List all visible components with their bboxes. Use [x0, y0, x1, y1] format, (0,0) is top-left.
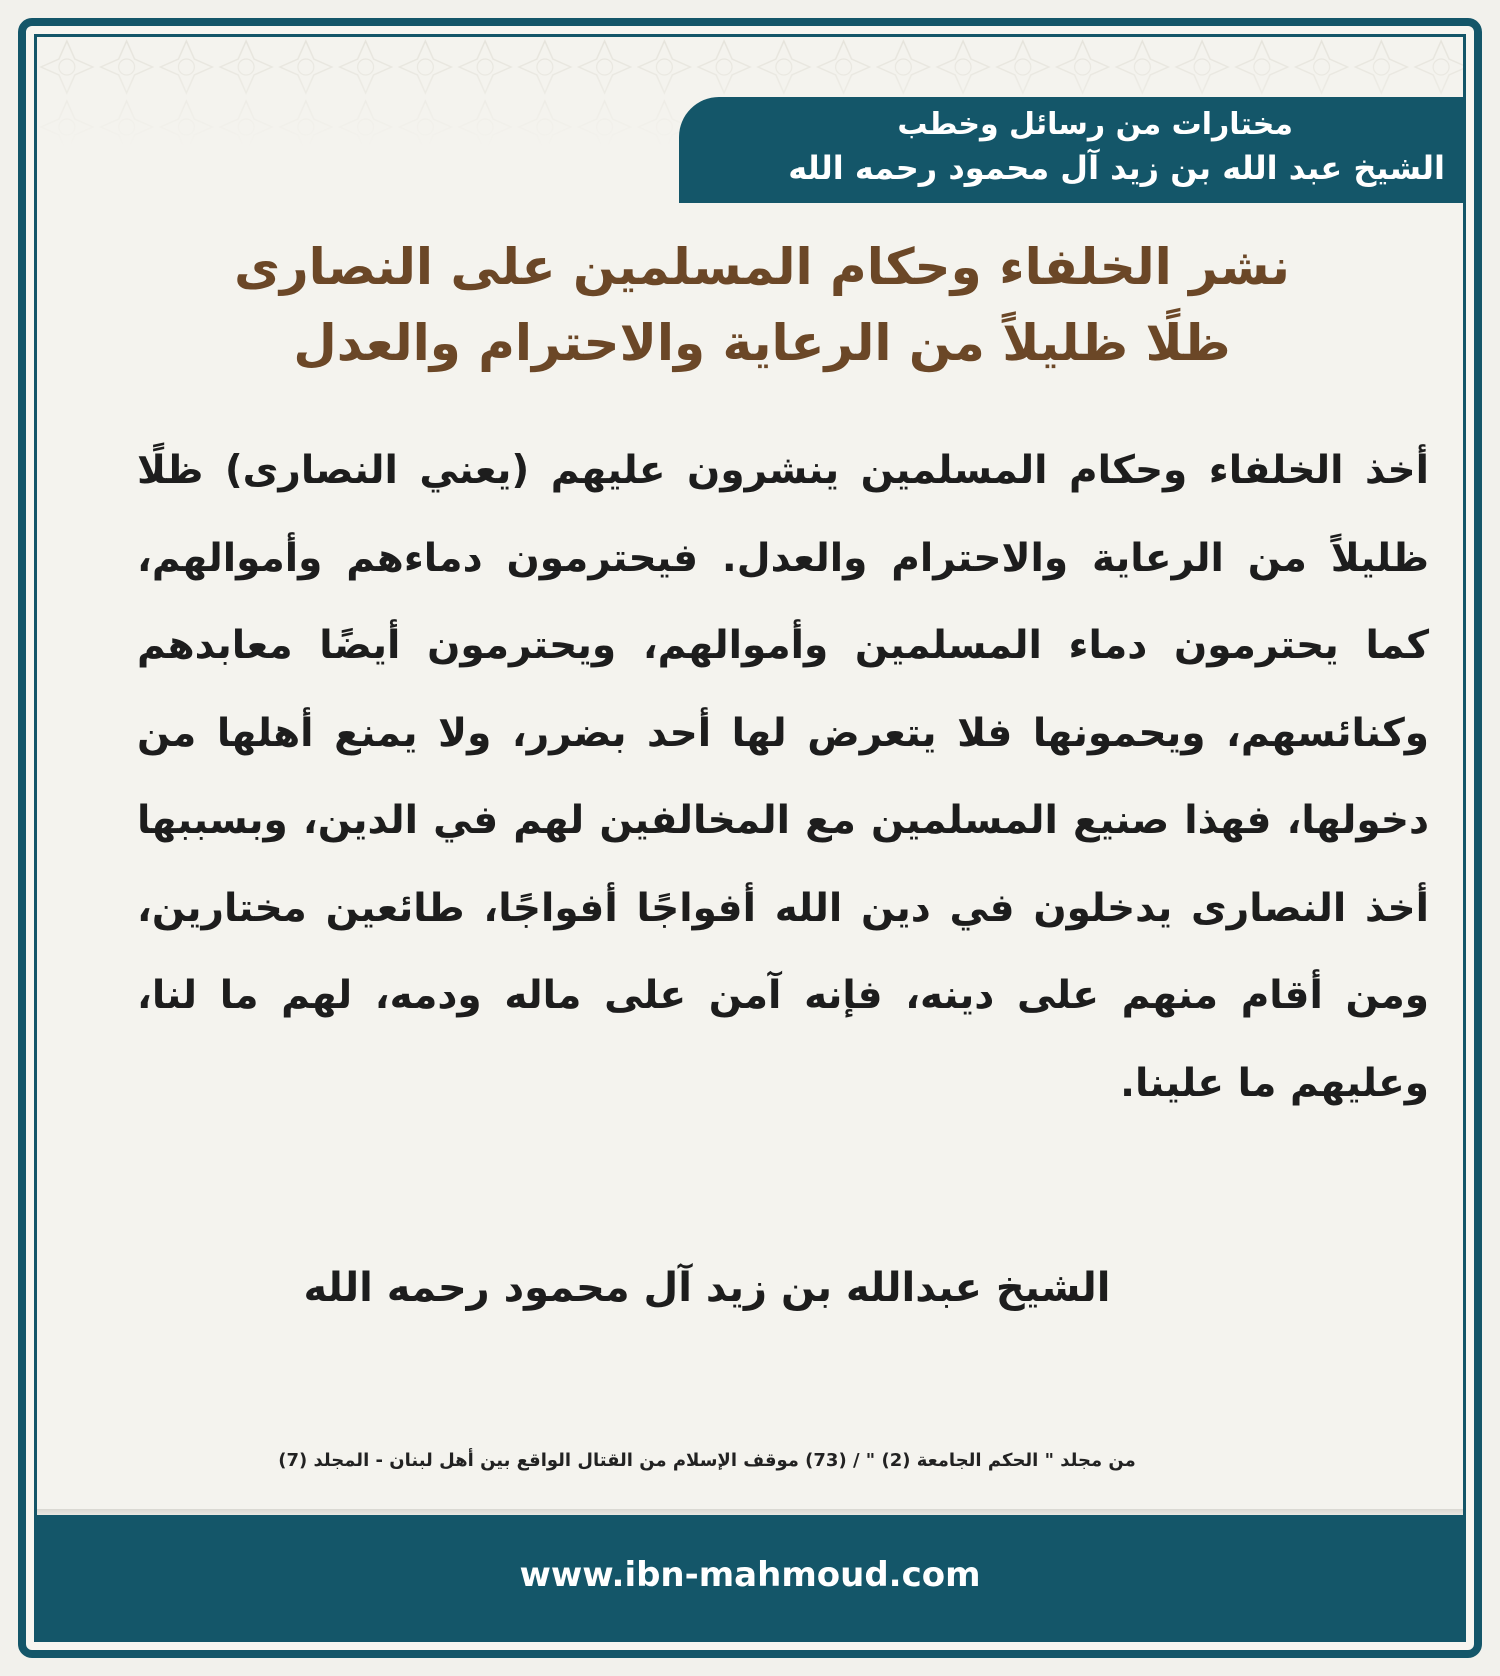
article-title — [127, 229, 1397, 381]
article-body: أخذ الخلفاء وحكام المسلمين ينشرون عليهم (يعني النصارى) ظلًا ظليلاً من الرعاية والاحترام والعدل. فيحترمون دماءهم وأموالهم، كما يحترمون دماء المسلمين وأموالهم، ويحترمون أيضًا معابدهم وكنائسهم، ويحمونها فلا يتعرض لها أحد بضرر، ولا يمنع أهلها من دخولها، فهذا صنيع المسلمين مع المخالفين لهم في الدين، وبسببها أخذ النصارى يدخلون في دين الله أفواجًا أفواجًا، طائعين مختارين، ومن أقام منهم على دينه، فإنه آمن على ماله ودمه، لهم ما لنا، وعليهم ما علينا. — [137, 448, 1429, 1106]
title-line-1: نشر الخلفاء وحكام المسلمين على النصارى — [234, 238, 1290, 296]
title-line-2: ظلًا ظليلاً من الرعاية والاحترام والعدل — [293, 314, 1231, 372]
source-citation: من مجلد " الحكم الجامعة (2) " / (73) موقف الإسلام من القتال الواقع بين أهل لبنان - المجلد (7) — [278, 1450, 1136, 1471]
series-title: مختارات من رسائل وخطب — [897, 107, 1293, 142]
website-link[interactable]: www.ibn-mahmoud.com — [519, 1555, 981, 1595]
series-author: الشيخ عبد الله بن زيد آل محمود رحمه الله — [788, 149, 1445, 187]
content-panel — [34, 34, 1466, 1642]
author-signature: الشيخ عبدالله بن زيد آل محمود رحمه الله — [303, 1265, 1111, 1311]
footer-bar — [37, 1515, 1463, 1642]
series-header — [679, 97, 1463, 203]
